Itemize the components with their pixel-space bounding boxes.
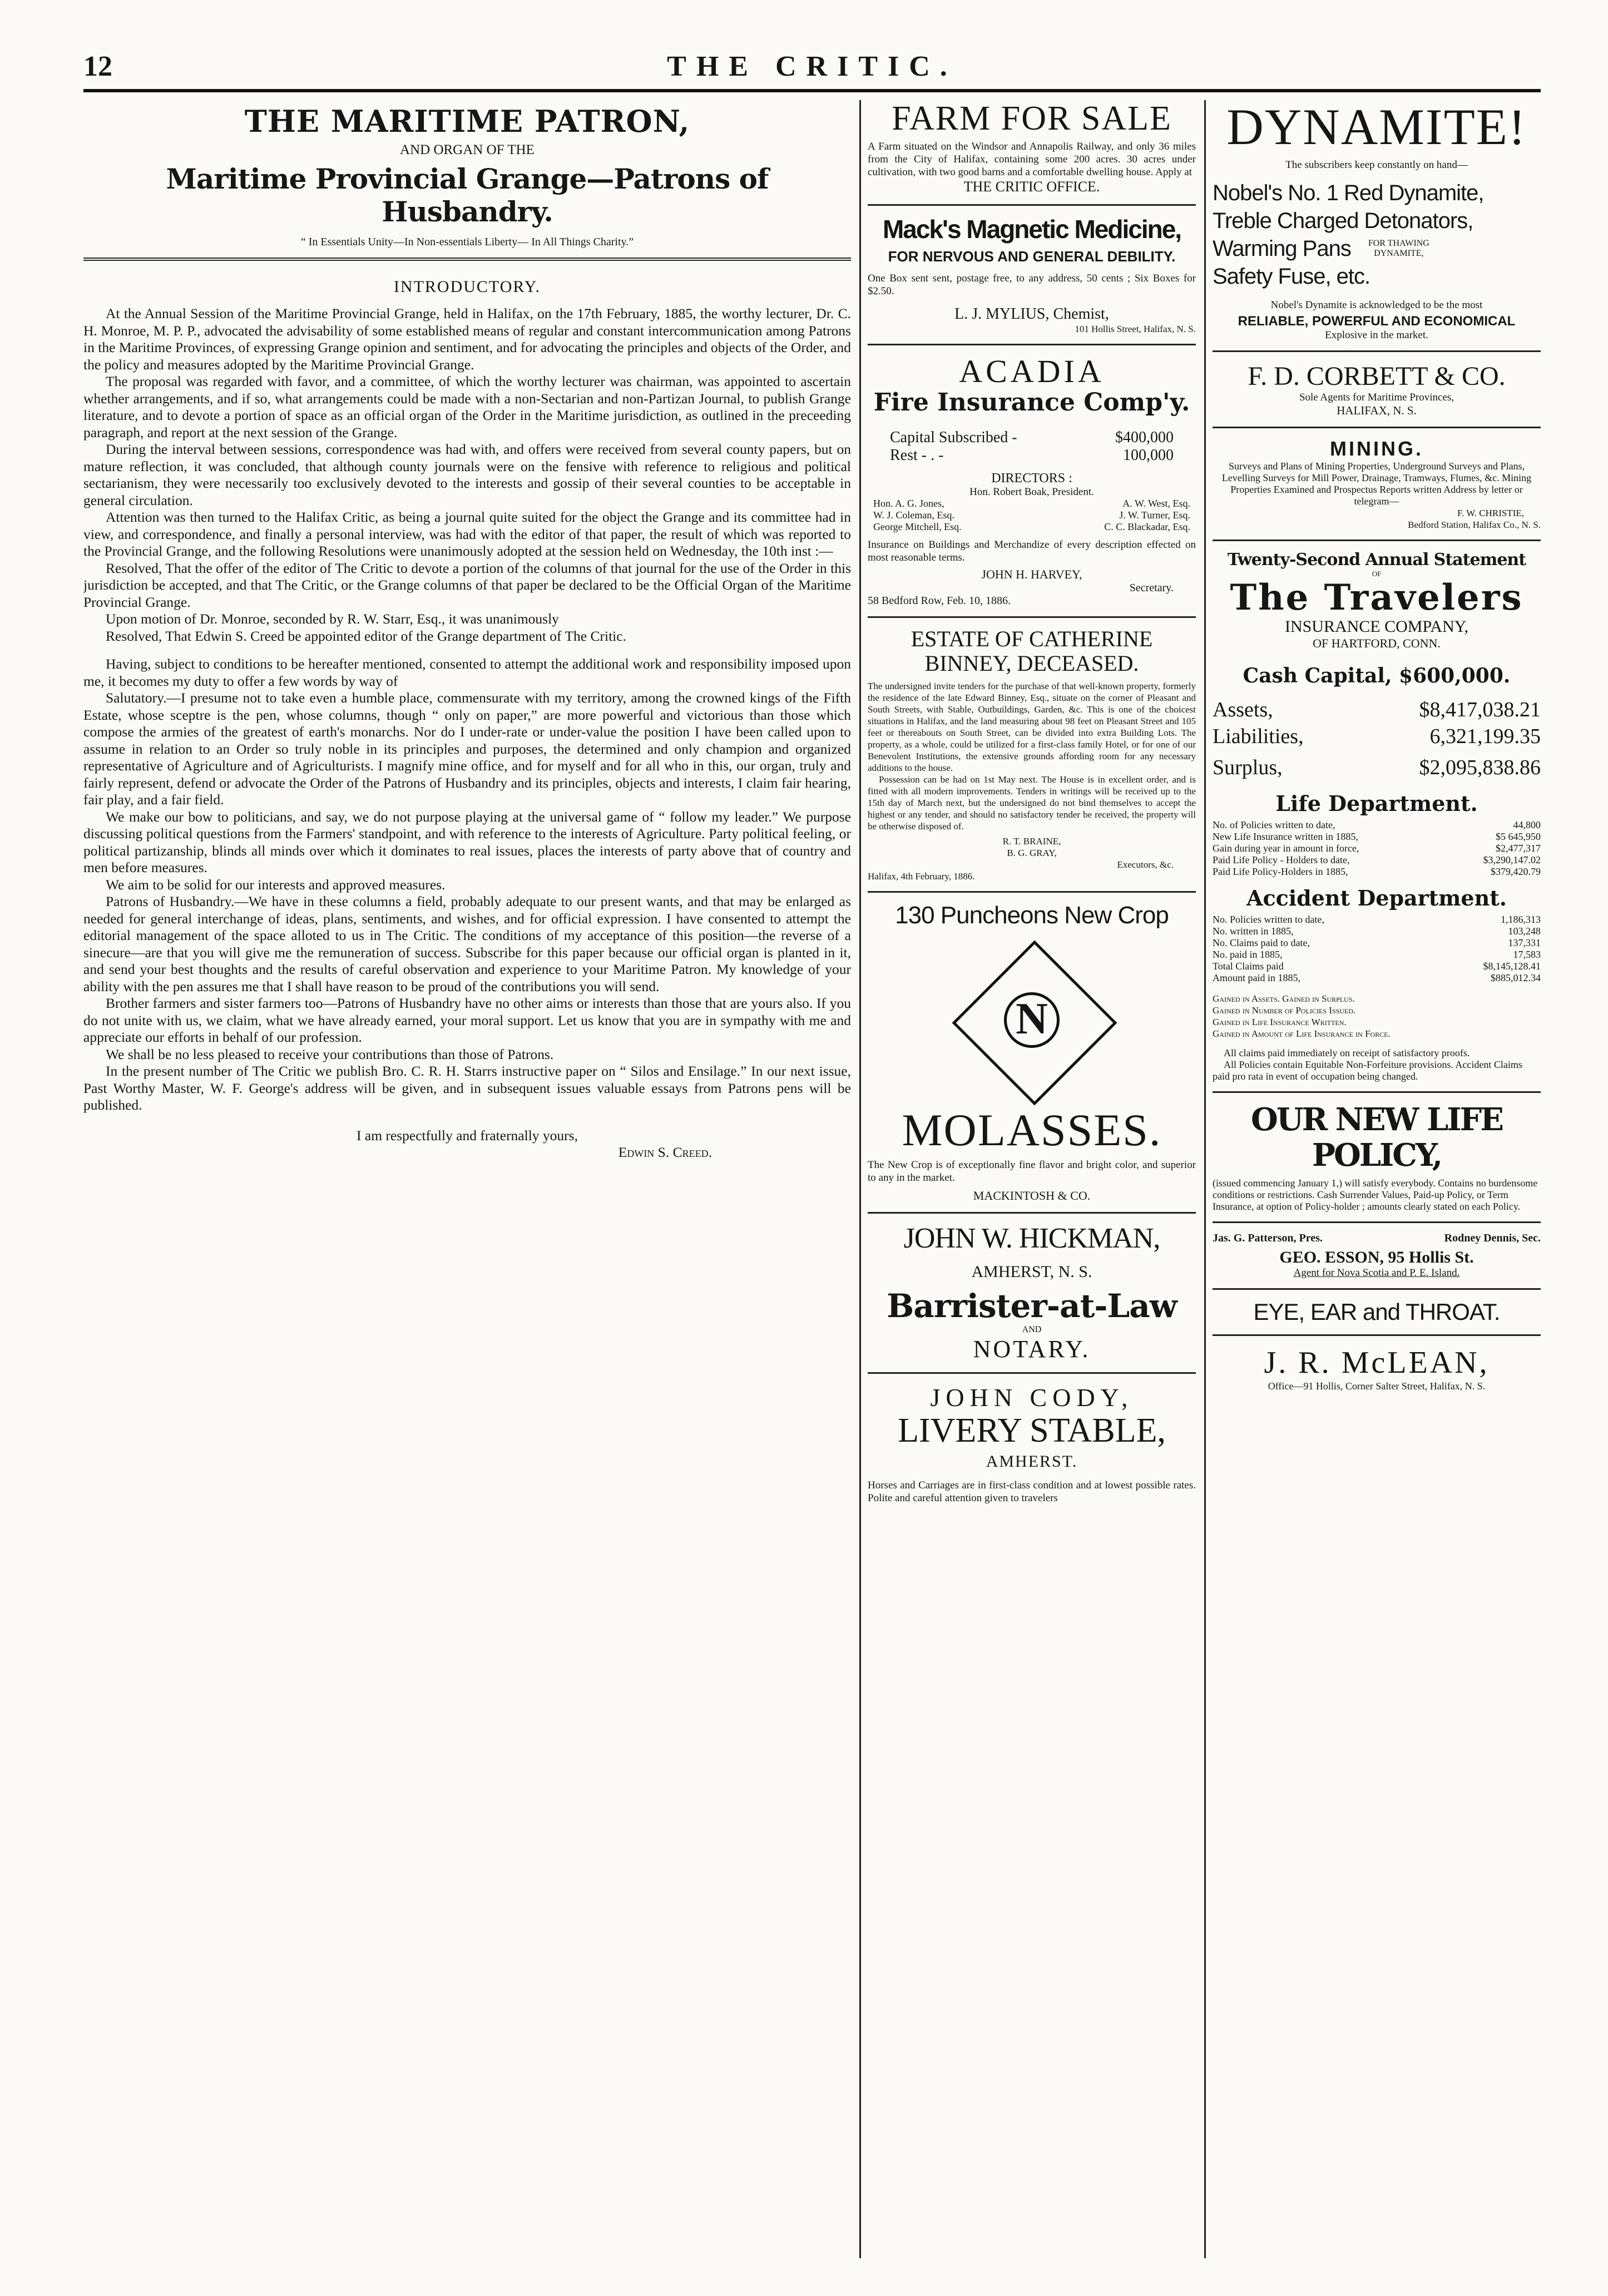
dynamite-ack: Nobel's Dynamite is acknowledged to be the most bbox=[1270, 299, 1483, 311]
hickman-place: AMHERST, N. S. bbox=[971, 1263, 1092, 1281]
estate-title-1: ESTATE OF CATHERINE bbox=[911, 626, 1153, 651]
policy-title: OUR NEW LIFE POLICY, bbox=[1251, 1101, 1502, 1174]
brand-letter: N bbox=[1016, 994, 1048, 1043]
director-name: Hon. A. G. Jones, bbox=[873, 498, 944, 509]
macks-text: One Box sent sent, postage free, to any address, 50 cents ; Six Boxes for $2.50. bbox=[868, 273, 1196, 297]
rest-row bbox=[890, 447, 1174, 464]
list-item: Gained in Assets. Gained in Surplus. bbox=[1213, 993, 1355, 1004]
article-paragraph: At the Annual Session of the Maritime Provincial Grange, held in Halifax, on the 17th February, 1885, the worthy lecturer, Dr. C. H. Monroe, M. P. P., advocated the advisability of some established means of regular and constant intercommunication among Patrons in the Maritime Provinces, of expressing Grange opinion and sentiment, and for advocating the principles and objects of the Order, and the policy and measures adopted by the Maritime Provincial Grange. bbox=[83, 305, 851, 373]
macks-chemist: L. J. MYLIUS, Chemist, bbox=[954, 305, 1109, 323]
divider bbox=[1213, 350, 1541, 352]
macks-subtitle: FOR NERVOUS AND GENERAL DEBILITY. bbox=[888, 248, 1176, 265]
travelers-company: INSURANCE COMPANY, bbox=[1284, 617, 1469, 636]
divider bbox=[83, 258, 851, 261]
patron-heading: THE MARITIME PATRON, bbox=[244, 103, 690, 139]
molasses-ad bbox=[868, 902, 1196, 1203]
farm-text: A Farm situated on the Windsor and Annapolis Railway, and only 36 miles from the City of Halifax, containing some 200 acres. 30 acres under cultivation, with two good barns and a comfortable dwelling house. Apply at bbox=[868, 141, 1196, 178]
table-row: No. Policies written to date, 1,186,313 bbox=[1213, 914, 1541, 925]
corbett-place: HALIFAX, N. S. bbox=[1337, 404, 1417, 417]
estate-sign-1: R. T. BRAINE, bbox=[1002, 836, 1061, 847]
divider bbox=[1213, 1091, 1541, 1093]
molasses-title: MOLASSES. bbox=[902, 1105, 1162, 1155]
acadia-title: ACADIA bbox=[959, 353, 1105, 389]
divider bbox=[868, 1372, 1196, 1374]
dynamite-item-note: FOR THAWING DYNAMITE, bbox=[1368, 239, 1429, 258]
rest-label: Rest - . - bbox=[890, 447, 944, 464]
agent-name: GEO. ESSON, 95 Hollis St. bbox=[1279, 1248, 1474, 1266]
travelers-capital: Cash Capital, $600,000. bbox=[1243, 664, 1511, 687]
corbett-name: F. D. CORBETT & CO. bbox=[1248, 362, 1506, 391]
director-name: W. J. Coleman, Esq. bbox=[873, 509, 954, 521]
paper-title: THE CRITIC. bbox=[667, 51, 957, 82]
director-name: C. C. Blackadar, Esq. bbox=[1104, 521, 1190, 532]
dynamite-intro: The subscribers keep constantly on hand— bbox=[1285, 159, 1468, 171]
divider bbox=[868, 616, 1196, 618]
divider bbox=[1213, 1288, 1541, 1290]
divider bbox=[1213, 1334, 1541, 1336]
estate-sign-2: B. G. GRAY, bbox=[1007, 848, 1057, 858]
acadia-text: Insurance on Buildings and Merchandize of every description effected on most reasonable terms. bbox=[868, 539, 1196, 563]
mclean-office: Office—91 Hollis, Corner Salter Street, Halifax, N. S. bbox=[1268, 1380, 1486, 1392]
agent-text: Agent for Nova Scotia and P. E. Island. bbox=[1293, 1267, 1460, 1279]
table-row: No. paid in 1885, 17,583 bbox=[1213, 949, 1541, 960]
dynamite-market: Explosive in the market. bbox=[1325, 329, 1428, 341]
dynamite-title: DYNAMITE! bbox=[1226, 100, 1527, 155]
article-paragraph: We make our bow to politicians, and say, we do not purpose playing at the universal game of “ follow my leader.” We purpose discussing political questions from the Farmers' standpoint, and with reference to the interests of Agriculture. Party political feeling, or political partizanship, blinds all minds over which it dominates to real issues, places the interests of party above that of country and men before measures. bbox=[83, 808, 851, 875]
table-row: Amount paid in 1885, $885,012.34 bbox=[1213, 972, 1541, 983]
travelers-kicker: Twenty-Second Annual Statement bbox=[1227, 550, 1526, 570]
advertisements-column-middle bbox=[868, 100, 1196, 2258]
surplus-label: Surplus, bbox=[1213, 756, 1283, 779]
article-paragraph: In the present number of The Critic we publish Bro. C. R. H. Starrs instructive paper on “ Silos and Ensilage.” In our next issue, Past Worthy Master, W. F. George's address will be given, and in subsequent issues valuable essays from Patrons pens will be published. bbox=[83, 1063, 851, 1113]
list-item: Gained in Amount of Life Insurance in Force. bbox=[1213, 1028, 1391, 1039]
corbett-ad bbox=[1213, 361, 1541, 418]
article-paragraph: Having, subject to conditions to be hereafter mentioned, consented to attempt the additional work and responsibility imposed upon me, it becomes my duty to offer a few words by way of bbox=[83, 656, 851, 689]
dynamite-item: Safety Fuse, etc. bbox=[1213, 264, 1370, 289]
cody-ad bbox=[868, 1383, 1196, 1505]
table-row: Paid Life Policy-Holders in 1885, $379,420.79 bbox=[1213, 866, 1541, 877]
table-row: Total Claims paid $8,145,128.41 bbox=[1213, 961, 1541, 972]
macks-title: Mack's Magnetic Medicine, bbox=[882, 215, 1181, 244]
accident-department-title: Accident Department. bbox=[1246, 885, 1507, 911]
acadia-secretary-title: Secretary. bbox=[1129, 582, 1174, 594]
claims-text-2: All Policies contain Equitable Non-Forfeiture provisions. Accident Claims paid pro rata in event of occupation being changed. bbox=[1213, 1059, 1522, 1082]
closing-line: I am respectfully and fraternally yours, bbox=[357, 1127, 578, 1144]
maritime-patron-column bbox=[83, 100, 851, 2258]
macks-medicine-ad bbox=[868, 215, 1196, 335]
divider bbox=[868, 204, 1196, 206]
assets-value: $8,417,038.21 bbox=[1419, 698, 1541, 721]
grange-blackletter-title: Maritime Provincial Grange—Patrons of Husbandry. bbox=[166, 162, 769, 228]
hickman-name: JOHN W. HICKMAN, bbox=[903, 1223, 1160, 1254]
article-paragraph: Upon motion of Dr. Monroe, seconded by R. W. Starr, Esq., it was unanimously bbox=[106, 611, 559, 627]
acadia-subtitle: Fire Insurance Comp'y. bbox=[873, 388, 1190, 417]
travelers-of: OF bbox=[1372, 570, 1382, 578]
molasses-brand-diamond bbox=[951, 939, 1112, 1101]
estate-binney-ad bbox=[868, 627, 1196, 882]
divider bbox=[868, 1212, 1196, 1214]
hickman-title: Barrister-at-Law bbox=[887, 1287, 1177, 1325]
dynamite-item: Treble Charged Detonators, bbox=[1213, 209, 1473, 233]
farm-for-sale-ad bbox=[868, 100, 1196, 195]
secretary-name: Rodney Dennis, Sec. bbox=[1444, 1232, 1541, 1244]
column-rule bbox=[1204, 100, 1206, 2258]
cody-title: LIVERY STABLE, bbox=[898, 1412, 1166, 1449]
travelers-name: The Travelers bbox=[1230, 577, 1523, 618]
table-row: No. Claims paid to date, 137,331 bbox=[1213, 937, 1541, 948]
acadia-secretary: JOHN H. HARVEY, bbox=[981, 567, 1082, 581]
mining-title: MINING. bbox=[1330, 437, 1423, 460]
directors-title: DIRECTORS : bbox=[991, 471, 1072, 486]
eye-ear-throat-ad bbox=[1213, 1299, 1541, 1392]
list-item: Gained in Life Insurance Written. bbox=[1213, 1017, 1347, 1027]
section-title: INTRODUCTORY. bbox=[393, 278, 541, 296]
director-name: George Mitchell, Esq. bbox=[873, 521, 962, 532]
officers-row bbox=[1213, 1232, 1541, 1245]
corbett-agents: Sole Agents for Maritime Provinces, bbox=[1299, 392, 1454, 403]
macks-address: 101 Hollis Street, Halifax, N. S. bbox=[1075, 324, 1196, 334]
table-row: No. of Policies written to date, 44,800 bbox=[1213, 819, 1541, 830]
life-department-title: Life Department. bbox=[1275, 791, 1478, 816]
dynamite-item: Warming Pans bbox=[1213, 236, 1351, 261]
cody-place: AMHERST. bbox=[986, 1452, 1078, 1471]
travelers-insurance-ad bbox=[1213, 550, 1541, 1082]
farm-title: FARM FOR SALE bbox=[892, 100, 1172, 137]
advertisements-column-right bbox=[1213, 100, 1541, 2258]
capital-label: Capital Subscribed - bbox=[890, 429, 1017, 446]
assets-row bbox=[1213, 696, 1541, 723]
estate-title-2: BINNEY, DECEASED. bbox=[924, 651, 1139, 676]
dynamite-item: Nobel's No. 1 Red Dynamite, bbox=[1213, 181, 1484, 205]
capital-value: $400,000 bbox=[1115, 429, 1174, 446]
signature: Edwin S. Creed. bbox=[618, 1144, 712, 1160]
mining-name: F. W. CHRISTIE, bbox=[1457, 508, 1524, 518]
divider bbox=[1213, 540, 1541, 541]
surplus-value: $2,095,838.86 bbox=[1419, 756, 1541, 779]
article-paragraph: Resolved, That Edwin S. Creed be appointed editor of the Grange department of The Critic. bbox=[106, 627, 626, 644]
page-number: 12 bbox=[83, 51, 112, 82]
acadia-dateline: 58 Bedford Row, Feb. 10, 1886. bbox=[868, 595, 1011, 607]
patron-motto: “ In Essentials Unity—In Non-essentials Liberty— In All Things Charity.” bbox=[300, 236, 634, 248]
hickman-ad bbox=[868, 1223, 1196, 1363]
liabilities-label: Liabilities, bbox=[1213, 725, 1304, 748]
liabilities-value: 6,321,199.35 bbox=[1429, 725, 1541, 748]
estate-text: The undersigned invite tenders for the purchase of that well-known property, formerly the residence of the late Edward Binney, Esq., situate on the corner of Pleasant and South Streets, with Stable, Outbuildings, Garden, &c. This is one of the choicest situations in Halifax, and the land measuring about 98 feet on Pleasant Street and 105 feet or thereabouts on South Street, can be divided into extra Building Lots. The property, as a whole, could be utilized for a first-class family Hotel, or for one of our Benevolent Institutions, the extensive grounds affording room for any necessary additions to the house. bbox=[868, 681, 1196, 773]
table-row: Gain during year in amount in force, $2,477,317 bbox=[1213, 843, 1541, 854]
table-row: No. written in 1885, 103,248 bbox=[1213, 926, 1541, 937]
assets-label: Assets, bbox=[1213, 698, 1273, 721]
eye-title: EYE, EAR and THROAT. bbox=[1253, 1299, 1500, 1325]
cody-text: Horses and Carriages are in first-class condition and at lowest possible rates. Polite and careful attention given to travelers bbox=[868, 1479, 1196, 1504]
divider bbox=[868, 891, 1196, 893]
divider bbox=[1213, 427, 1541, 428]
article-paragraph: Patrons of Husbandry.—We have in these columns a field, probably adequate to our present wants, and that may be enlarged as needed for general interchange of ideas, plans, sentiments, and wishes, and for official expression. I have consented to attempt the editorial management of the space alloted to us in The Critic. The conditions of my acceptance of this position—the reverse of a sinecure—are that you will give me the remuneration of success. Subscribe for this paper because our official organ is planted in it, and send your best thoughts and the results of careful observation and experience to your Maritime Patron. My knowledge of your ability with the pen assures me that I shall have reason to be proud of the contributions you will send. bbox=[83, 893, 851, 994]
director-name: A. W. West, Esq. bbox=[1122, 498, 1190, 509]
newspaper-page bbox=[83, 44, 1541, 2258]
claims-text-1: All claims paid immediately on receipt of satisfactory proofs. bbox=[1224, 1047, 1470, 1058]
mining-text: Surveys and Plans of Mining Properties, Underground Surveys and Plans, Levelling Surveys for Mill Power, Drainage, Tramways, Flumes, &c. Mining Properties Examined and Prospectus Reports written Address by letter or telegram— bbox=[1221, 461, 1532, 507]
policy-text: (issued commencing January 1,) will satisfy everybody. Contains no burdensome conditions or restrictions. Cash Surrender Values, Paid-up Policy, or Term Insurance, at option of Policy-holder ; amounts clearly stated on each Policy. bbox=[1213, 1177, 1538, 1212]
hickman-and: AND bbox=[1022, 1325, 1042, 1334]
acadia-insurance-ad bbox=[868, 354, 1196, 607]
capital-row bbox=[890, 429, 1174, 447]
estate-text-2: Possession can be had on 1st May next. The House is in excellent order, and is fitted with all modern improvements. Tenders in writings will be received up to the 15th day of March next, but the undersigned do not bind themselves to accept the highest or any tender, and should no satisfactory tender be received, the property will be otherwise disposed of. bbox=[868, 774, 1196, 832]
mining-ad bbox=[1213, 437, 1541, 531]
masthead bbox=[83, 44, 1541, 92]
travelers-place: OF HARTFORD, CONN. bbox=[1313, 636, 1441, 650]
article-paragraph: Brother farmers and sister farmers too—Patrons of Husbandry have no other aims or interests than those that are yours also. If you do not unite with us, we claim, what we have already earned, your moral support. Let us know that you are in sympathy with me and appreciate our efforts in behalf of our profession. bbox=[83, 995, 851, 1045]
article-paragraph: Resolved, That the offer of the editor of The Critic to devote a portion of the columns of that journal for the use of the Order in this jurisdiction be accepted, and that The Critic, or the Grange columns of that paper be declared to be the Official Organ of the Maritime Provincial Grange. bbox=[83, 560, 851, 610]
gains-list bbox=[1213, 993, 1541, 1040]
column-rule bbox=[859, 100, 861, 2258]
dynamite-ad bbox=[1213, 100, 1541, 342]
article-body bbox=[83, 305, 851, 1161]
columns bbox=[83, 100, 1541, 2258]
accident-table bbox=[1213, 914, 1541, 984]
new-life-policy-ad bbox=[1213, 1102, 1541, 1279]
life-table bbox=[1213, 819, 1541, 878]
article-paragraph: The proposal was regarded with favor, and a committee, of which the worthy lecturer was chairman, was appointed to ascertain whether arrangements, and if so, what arrangements could be made with a non-Sectarian and non-Partizan Journal, to publish Grange literature, and to devote a portion of space as an official organ of the Order in the Maritime jurisdiction, as outlined in the preceeding paragraph, and report at the next session of the Grange. bbox=[83, 373, 851, 441]
molasses-seller: MACKINTOSH & CO. bbox=[973, 1189, 1091, 1203]
mclean-name: J. R. McLEAN, bbox=[1264, 1345, 1490, 1380]
molasses-headline: 130 Puncheons New Crop bbox=[895, 902, 1169, 929]
article-paragraph: During the interval between sessions, correspondence was had with, and offers were received from several county papers, but on mature reflection, it was concluded, that although county journals were on the fensive with reference to religious and political sectarianism, they were necessarily too exclusively devoted to the interests and gossip of their several counties to be acceptable in general circulation. bbox=[83, 441, 851, 508]
molasses-text: The New Crop is of exceptionally fine flavor and bright color, and superior to any in the market. bbox=[868, 1159, 1196, 1184]
directors-president: Hon. Robert Boak, President. bbox=[969, 486, 1094, 498]
table-row: Paid Life Policy - Holders to date, $3,290,147.02 bbox=[1213, 854, 1541, 865]
liabilities-row bbox=[1213, 723, 1541, 750]
president-name: Jas. G. Patterson, Pres. bbox=[1213, 1232, 1323, 1244]
director-name: J. W. Turner, Esq. bbox=[1119, 509, 1190, 521]
mining-address: Bedford Station, Halifax Co., N. S. bbox=[1408, 519, 1541, 530]
hickman-notary: NOTARY. bbox=[973, 1335, 1091, 1363]
divider bbox=[868, 344, 1196, 345]
rest-value: 100,000 bbox=[1123, 447, 1174, 464]
article-paragraph: We aim to be solid for our interests and approved measures. bbox=[106, 876, 446, 893]
divider bbox=[1213, 1221, 1541, 1223]
table-row: New Life Insurance written in 1885, $5 645,950 bbox=[1213, 831, 1541, 842]
estate-dateline: Halifax, 4th February, 1886. bbox=[868, 871, 975, 882]
estate-sign-3: Executors, &c. bbox=[1117, 859, 1174, 870]
cody-name: JOHN CODY, bbox=[930, 1383, 1134, 1412]
article-paragraph: We shall be no less pleased to receive your contributions than those of Patrons. bbox=[106, 1046, 554, 1062]
dynamite-reliable: RELIABLE, POWERFUL AND ECONOMICAL bbox=[1238, 314, 1516, 329]
patron-subheading: AND ORGAN OF THE bbox=[400, 142, 535, 157]
article-paragraph: Attention was then turned to the Halifax Critic, as being a journal quite suited for the object the Grange and its committee had in view, and correspondence, and finally a personal interview, was had with the editor of that paper, the result of which was reported to the Provincial Grange, and the following Resolutions were unanimously adopted at the session held on Wednesday, the 10th inst :— bbox=[83, 509, 851, 559]
list-item: Gained in Number of Policies Issued. bbox=[1213, 1005, 1356, 1016]
farm-office: THE CRITIC OFFICE. bbox=[963, 179, 1100, 195]
surplus-row bbox=[1213, 754, 1541, 781]
article-paragraph: Salutatory.—I presume not to take even a humble place, commensurate with my territory, among the crowned kings of the Fifth Estate, whose sceptre is the pen, whose columns, though “ only on paper,” are more powerful and victorious than those which compose the armies of the greatest of earth's monarchs. Nor do I under-rate or under-value the position I have been called upon to assume in relation to an Order so truly noble in its principles and purposes, the determined and only champion and organized representative of Agriculture and of Agriculturists. I magnify mine office, and for myself and for all who in this, our organ, truly and fairly represent, defend or advocate the Order of the Patrons of Husbandry and its principles, objects and interests, I claim fair hearing, fair play, and a fair field. bbox=[83, 690, 851, 808]
